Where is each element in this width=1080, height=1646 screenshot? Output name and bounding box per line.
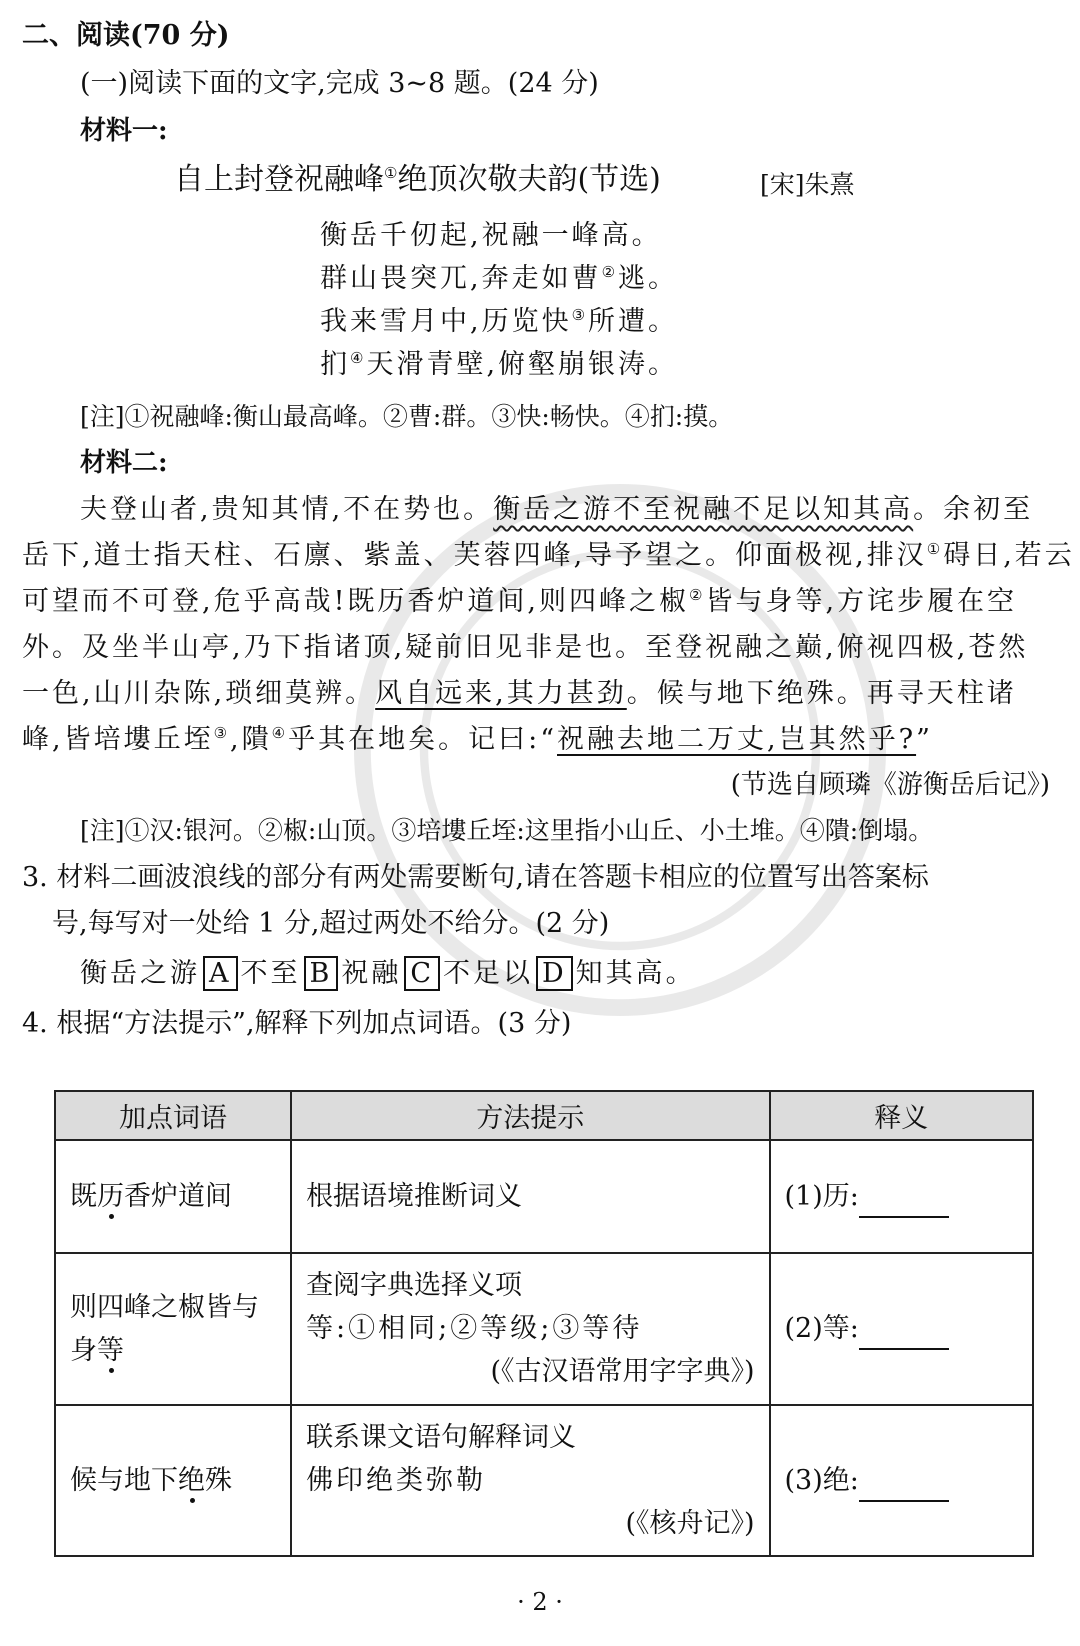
- answer-cell: [770, 1140, 1033, 1253]
- method-hint-cell: [291, 1253, 769, 1405]
- question-3-stem-line2: 号,每写对一处给 1 分,超过两处不给分。(2 分): [52, 908, 610, 939]
- passage-text: 可望而不可登,危乎高哉!既历香炉道间,则四峰之椒: [22, 586, 690, 617]
- table-row: [55, 1253, 1033, 1405]
- poem-line: [320, 349, 678, 381]
- break-option-a: A: [203, 956, 238, 991]
- column-header: 加点词语: [55, 1091, 291, 1140]
- underlined-sentence: 风自远来,其力甚劲: [375, 678, 627, 709]
- hint-text: 等:①相同;②等级;③等待: [306, 1313, 643, 1345]
- word-text: 既: [70, 1180, 97, 1212]
- dotted-word-cell: [55, 1405, 291, 1557]
- passage-text: 皆与身等,方诧步履在空: [705, 586, 1018, 617]
- passage-line: [22, 586, 1017, 618]
- poem-title-text-b: 绝顶次敬夫韵(节选): [397, 162, 661, 197]
- material1-label: 材料一:: [80, 116, 168, 146]
- passage-text: 。余初至: [913, 494, 1034, 525]
- dotted-character: 等: [97, 1334, 124, 1366]
- passage-text: 一色,山川杂陈,琐细莫辨。: [22, 678, 376, 709]
- poem-title-note-marker: ①: [384, 164, 398, 182]
- hint-text: 根据语境推断词义: [306, 1180, 523, 1212]
- hint-source: (《核舟记》): [625, 1507, 755, 1539]
- hint-text: 查阅字典选择义项: [306, 1270, 523, 1301]
- poem-line: [320, 306, 678, 338]
- word-text: 候与地下: [70, 1464, 178, 1496]
- passage-source: (节选自顾璘《游衡岳后记》): [730, 770, 1050, 800]
- sentence-segment: 不足以: [443, 958, 534, 989]
- passage-line: 外。及坐半山亭,乃下指诸顶,疑前旧见非是也。至登祝融之巅,俯视四极,苍然: [22, 632, 1029, 663]
- note-marker: ①: [926, 540, 944, 558]
- note-marker: ③: [571, 306, 589, 324]
- passage-text: ,隤: [230, 724, 272, 755]
- answer-cell: [770, 1253, 1033, 1405]
- hint-text: 佛印绝类弥勒: [306, 1464, 487, 1496]
- wavy-underlined-sentence: 衡岳之游不至祝融不足以知其高: [493, 494, 914, 525]
- poem-title-text-a: 自上封登祝融峰: [174, 162, 384, 197]
- passage-text: 碍日,若云: [943, 540, 1075, 571]
- poem-line: [320, 220, 662, 252]
- method-hint-cell: [291, 1405, 769, 1557]
- material1-note: [注]①祝融峰:衡山最高峰。②曹:群。③快:畅快。④扪:摸。: [80, 402, 734, 431]
- word-text: 殊: [205, 1464, 232, 1496]
- passage-line: [22, 724, 933, 756]
- dotted-character: 绝: [178, 1464, 205, 1496]
- passage-text: ”: [916, 724, 933, 755]
- sentence-segment: 衡岳之游: [80, 958, 200, 989]
- answer-label: (1)历:: [784, 1180, 859, 1212]
- passage-text: 乎其在地矣。记曰:“: [288, 724, 557, 755]
- page-number: · 2 ·: [517, 1588, 563, 1616]
- sentence-segment: 不至: [240, 958, 301, 989]
- dotted-word-cell: [55, 1140, 291, 1253]
- passage-text: 峰,皆培塿丘垤: [22, 724, 214, 755]
- table-row: [55, 1405, 1033, 1557]
- word-text: 香炉道间: [124, 1180, 232, 1212]
- note-marker: ②: [601, 263, 619, 281]
- poem-line-text: 群山畏突兀,奔走如曹: [320, 263, 602, 294]
- passage-line: [80, 494, 1033, 526]
- poem-line-text: 逃。: [618, 263, 679, 294]
- break-option-d: D: [536, 956, 573, 991]
- poem-line-text: 天滑青壁,俯壑崩银涛。: [366, 349, 679, 380]
- sentence-segment: 祝融: [341, 958, 402, 989]
- answer-blank[interactable]: [859, 1476, 949, 1502]
- material2-note: [注]①汉:银河。②椒:山顶。③培塿丘垤:这里指小山丘、小土堆。④隤:倒塌。: [80, 816, 934, 845]
- passage-text: 夫登山者,贵知其情,不在势也。: [80, 494, 494, 525]
- note-marker: ③: [213, 724, 231, 742]
- poem-line: [320, 263, 678, 295]
- break-option-b: B: [304, 956, 339, 991]
- passage-text: 。候与地下绝殊。再寻天柱诸: [626, 678, 1017, 709]
- poem-title: [174, 162, 661, 198]
- passage-line: [22, 540, 1075, 572]
- material2-label: 材料二:: [80, 448, 168, 478]
- answer-blank[interactable]: [859, 1324, 949, 1350]
- sentence-segment: 知其高。: [575, 958, 696, 989]
- table-header-row: [55, 1091, 1033, 1140]
- underlined-quote: 祝融去地二万丈,岂其然乎?: [557, 724, 917, 755]
- section-title: 二、阅读(70 分): [22, 20, 230, 51]
- dotted-word-cell: [55, 1253, 291, 1405]
- subsection-heading: (一)阅读下面的文字,完成 3~8 题。(24 分): [80, 68, 599, 99]
- poem-line-text: 我来雪月中,历览快: [320, 306, 572, 337]
- question-3-sentence: [80, 956, 696, 991]
- note-marker: ④: [350, 349, 367, 367]
- poem-line-text: 所遭。: [588, 306, 679, 337]
- question-3-stem-line1: 3. 材料二画波浪线的部分有两处需要断句,请在答题卡相应的位置写出答案标: [22, 862, 929, 893]
- method-hint-cell: [291, 1140, 769, 1253]
- table-row: [55, 1140, 1033, 1253]
- note-marker: ④: [271, 724, 289, 742]
- hint-source: (《古汉语常用字字典》): [490, 1356, 755, 1388]
- answer-label: (2)等:: [784, 1313, 859, 1345]
- answer-blank[interactable]: [859, 1192, 949, 1218]
- answer-cell: [770, 1405, 1033, 1557]
- poem-line-text: 扪: [320, 349, 350, 380]
- break-option-c: C: [404, 956, 440, 991]
- word-text: 则四峰之椒皆与身: [70, 1291, 259, 1366]
- method-hint-table: [54, 1090, 1034, 1557]
- passage-line: [22, 678, 1017, 710]
- poem-author: [宋]朱熹: [760, 170, 855, 199]
- column-header: 方法提示: [291, 1091, 769, 1140]
- note-marker: ②: [689, 586, 706, 604]
- answer-label: (3)绝:: [784, 1464, 859, 1496]
- dotted-character: 历: [97, 1180, 124, 1212]
- hint-text: 联系课文语句解释词义: [306, 1421, 577, 1453]
- question-4-stem: 4. 根据“方法提示”,解释下列加点词语。(3 分): [22, 1008, 572, 1039]
- passage-text: 岳下,道士指天柱、石廪、紫盖、芙蓉四峰,导予望之。仰面极视,排汉: [22, 540, 927, 571]
- column-header: 释义: [770, 1091, 1033, 1140]
- poem-line-text: 衡岳千仞起,祝融一峰高。: [320, 220, 662, 251]
